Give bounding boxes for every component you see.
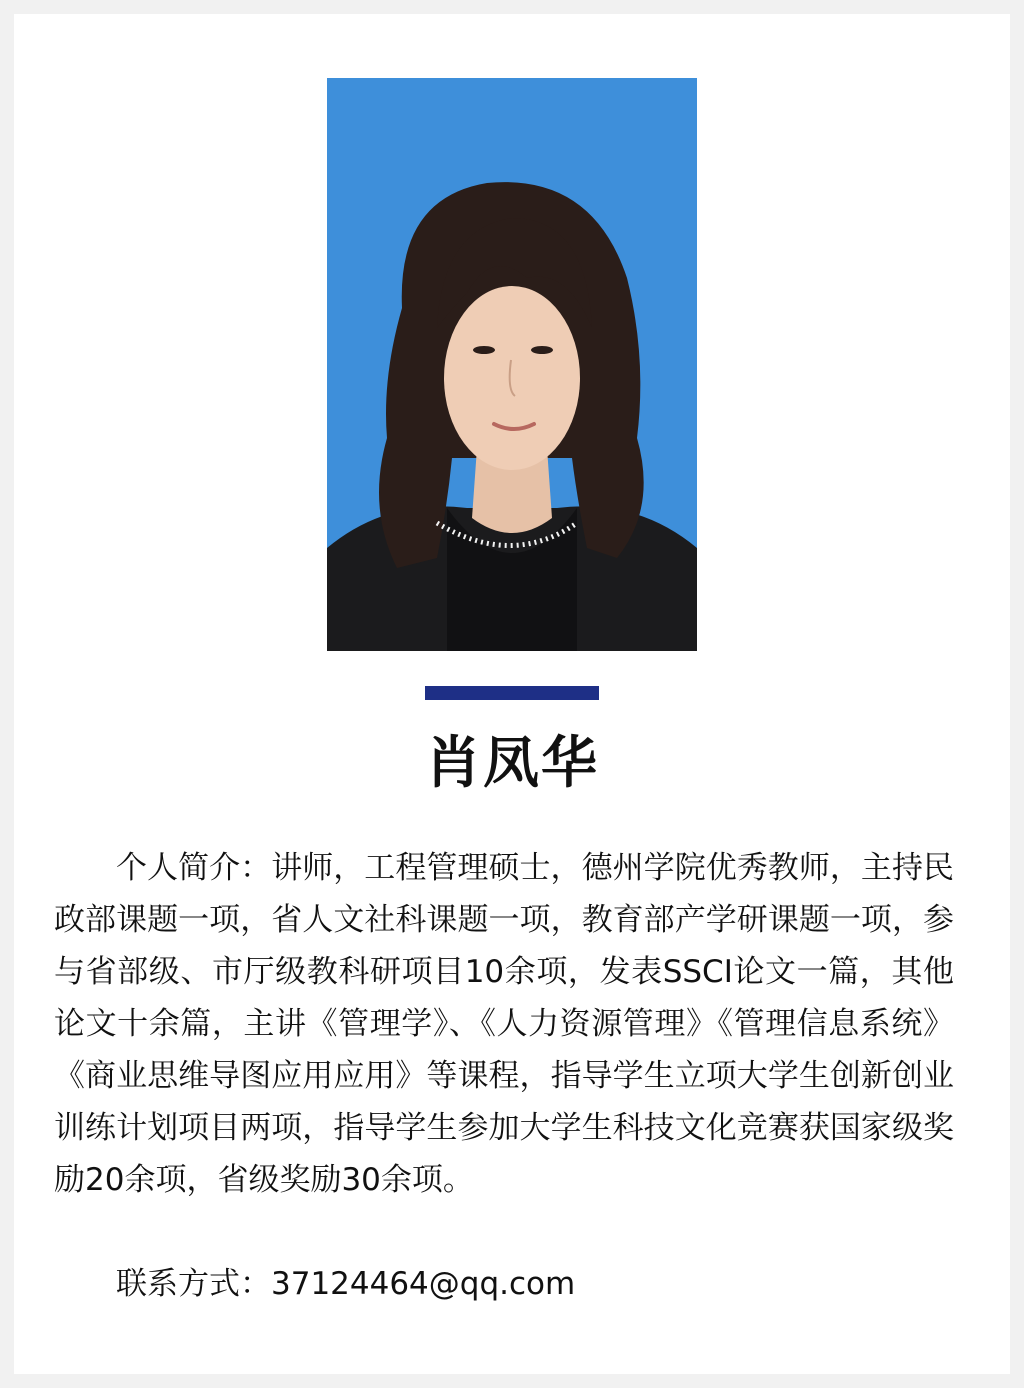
contact-email: 37124464@qq.com xyxy=(271,1266,576,1302)
portrait-photo xyxy=(327,78,697,651)
profile-card xyxy=(14,14,1010,1374)
person-name: 肖凤华 xyxy=(425,731,599,796)
accent-bar xyxy=(425,686,599,700)
contact-label: 联系方式： xyxy=(116,1266,271,1302)
bio-paragraph: 个人简介：讲师，工程管理硕士，德州学院优秀教师，主持民政部课题一项，省人文社科课题一项，教育部产学研课题一项，参与省部级、市厅级教科研项目10余项，发表SSCI论文一篇，其他论文十余篇，主讲《管理学》、《人力资源管理》《管理信息系统》《商业思维导图应用应用》等课程，指导学生立项大学生创新创业训练计划项目两项，指导学生参加大学生科技文化竞赛获国家级奖励20余项，省级奖励30余项。 xyxy=(54,850,954,1198)
contact-line xyxy=(54,1258,954,1310)
